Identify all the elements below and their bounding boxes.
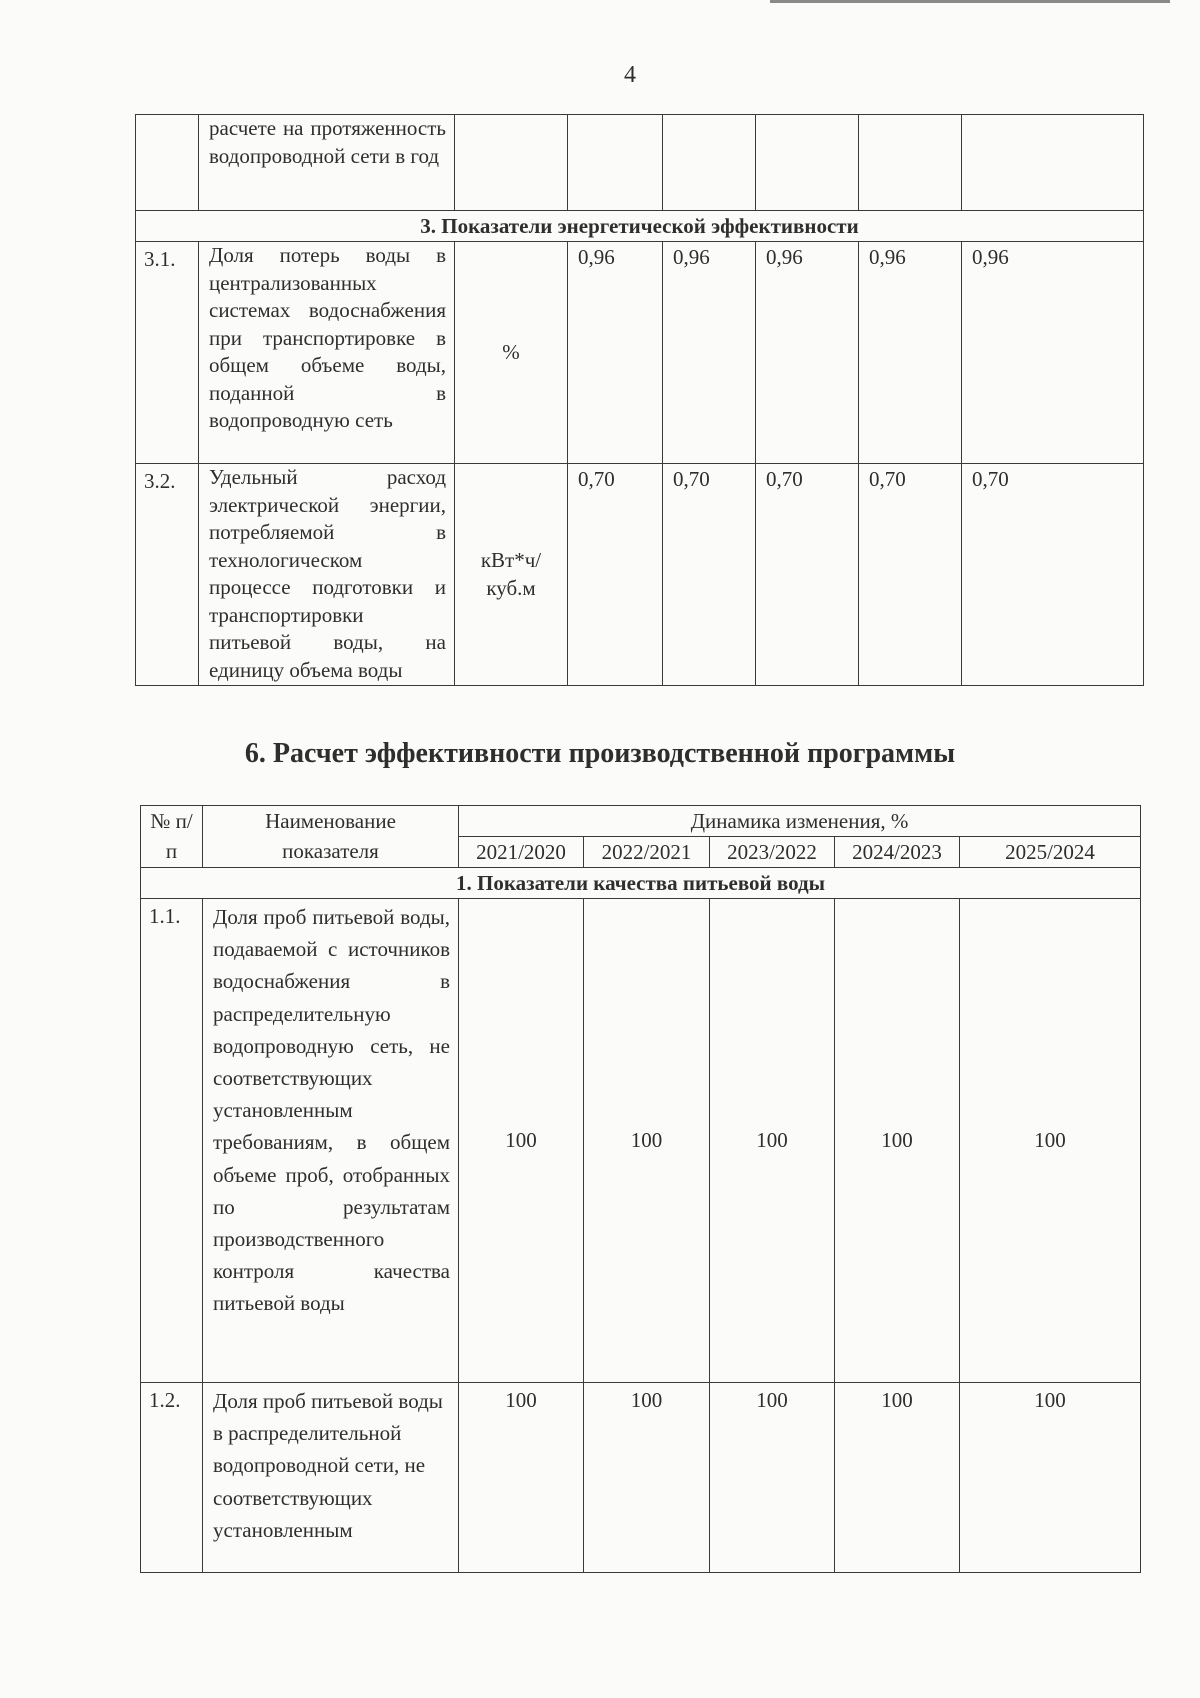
row-number: 3.1. (136, 242, 199, 464)
indicator-name: Доля потерь воды в централизованных системах водоснабжения при транспортировке в общем объеме воды, поданной в водопроводную сеть (199, 242, 455, 464)
energy-efficiency-table (135, 114, 1144, 686)
unit-cell: кВт*ч/ куб.м (455, 464, 568, 686)
indicator-name: расчете на протяженность водопроводной сети в год (199, 115, 455, 211)
table-row (136, 464, 1144, 686)
value-cell: 0,70 (859, 464, 962, 686)
value-cell: 100 (710, 1383, 835, 1573)
header-year: 2024/2023 (835, 837, 960, 868)
value-cell: 100 (459, 1383, 584, 1573)
indicator-name: Доля проб питьевой воды в распределительной водопроводной сети, не соответствующих установленным (203, 1383, 459, 1573)
value-cell: 100 (835, 899, 960, 1383)
header-year: 2021/2020 (459, 837, 584, 868)
value-cell: 0,96 (756, 242, 859, 464)
value-cell: 0,70 (663, 464, 756, 686)
value-cell: 0,96 (962, 242, 1144, 464)
header-number: № п/п (141, 806, 203, 868)
header-year: 2022/2021 (584, 837, 710, 868)
section-heading: 6. Расчет эффективности производственной программы (244, 738, 956, 769)
indicator-name: Удельный расход электрической энергии, потребляемой в технологическом процессе подготовки и транспортировки питьевой воды, на единицу объема воды (199, 464, 455, 686)
row-number: 1.2. (141, 1383, 203, 1573)
section-row (141, 868, 1141, 899)
value-cell: 0,70 (756, 464, 859, 686)
table-row (141, 899, 1141, 1383)
header-name: Наименование показателя (203, 806, 459, 868)
header-dynamics: Динамика изменения, % (459, 806, 1141, 837)
value-cell: 100 (710, 899, 835, 1383)
value-cell: 0,96 (568, 242, 663, 464)
value-cell: 100 (960, 899, 1141, 1383)
value-cell: 100 (584, 899, 710, 1383)
header-row (141, 806, 1141, 837)
header-year: 2025/2024 (960, 837, 1141, 868)
table-row (141, 1383, 1141, 1573)
row-number: 3.2. (136, 464, 199, 686)
row-number: 1.1. (141, 899, 203, 1383)
top-border-line (770, 0, 1170, 3)
value-cell: 100 (584, 1383, 710, 1573)
value-cell: 0,96 (663, 242, 756, 464)
section-title: 3. Показатели энергетической эффективности (136, 211, 1144, 242)
value-cell: 100 (459, 899, 584, 1383)
indicator-name: Доля проб питьевой воды, подаваемой с источников водоснабжения в распределительную водопроводную сеть, не соответствующих установленным требованиям, в общем объеме проб, отобранных по результатам производственного контроля качества питьевой воды (203, 899, 459, 1383)
unit-cell: % (455, 242, 568, 464)
value-cell: 100 (835, 1383, 960, 1573)
value-cell: 0,70 (962, 464, 1144, 686)
section-title: 1. Показатели качества питьевой воды (141, 868, 1141, 899)
section-row (136, 211, 1144, 242)
table-row (136, 115, 1144, 211)
table-row (136, 242, 1144, 464)
value-cell: 0,70 (568, 464, 663, 686)
page-number: 4 (624, 62, 636, 88)
value-cell: 100 (960, 1383, 1141, 1573)
efficiency-calculation-table (140, 805, 1141, 1573)
header-year: 2023/2022 (710, 837, 835, 868)
value-cell: 0,96 (859, 242, 962, 464)
